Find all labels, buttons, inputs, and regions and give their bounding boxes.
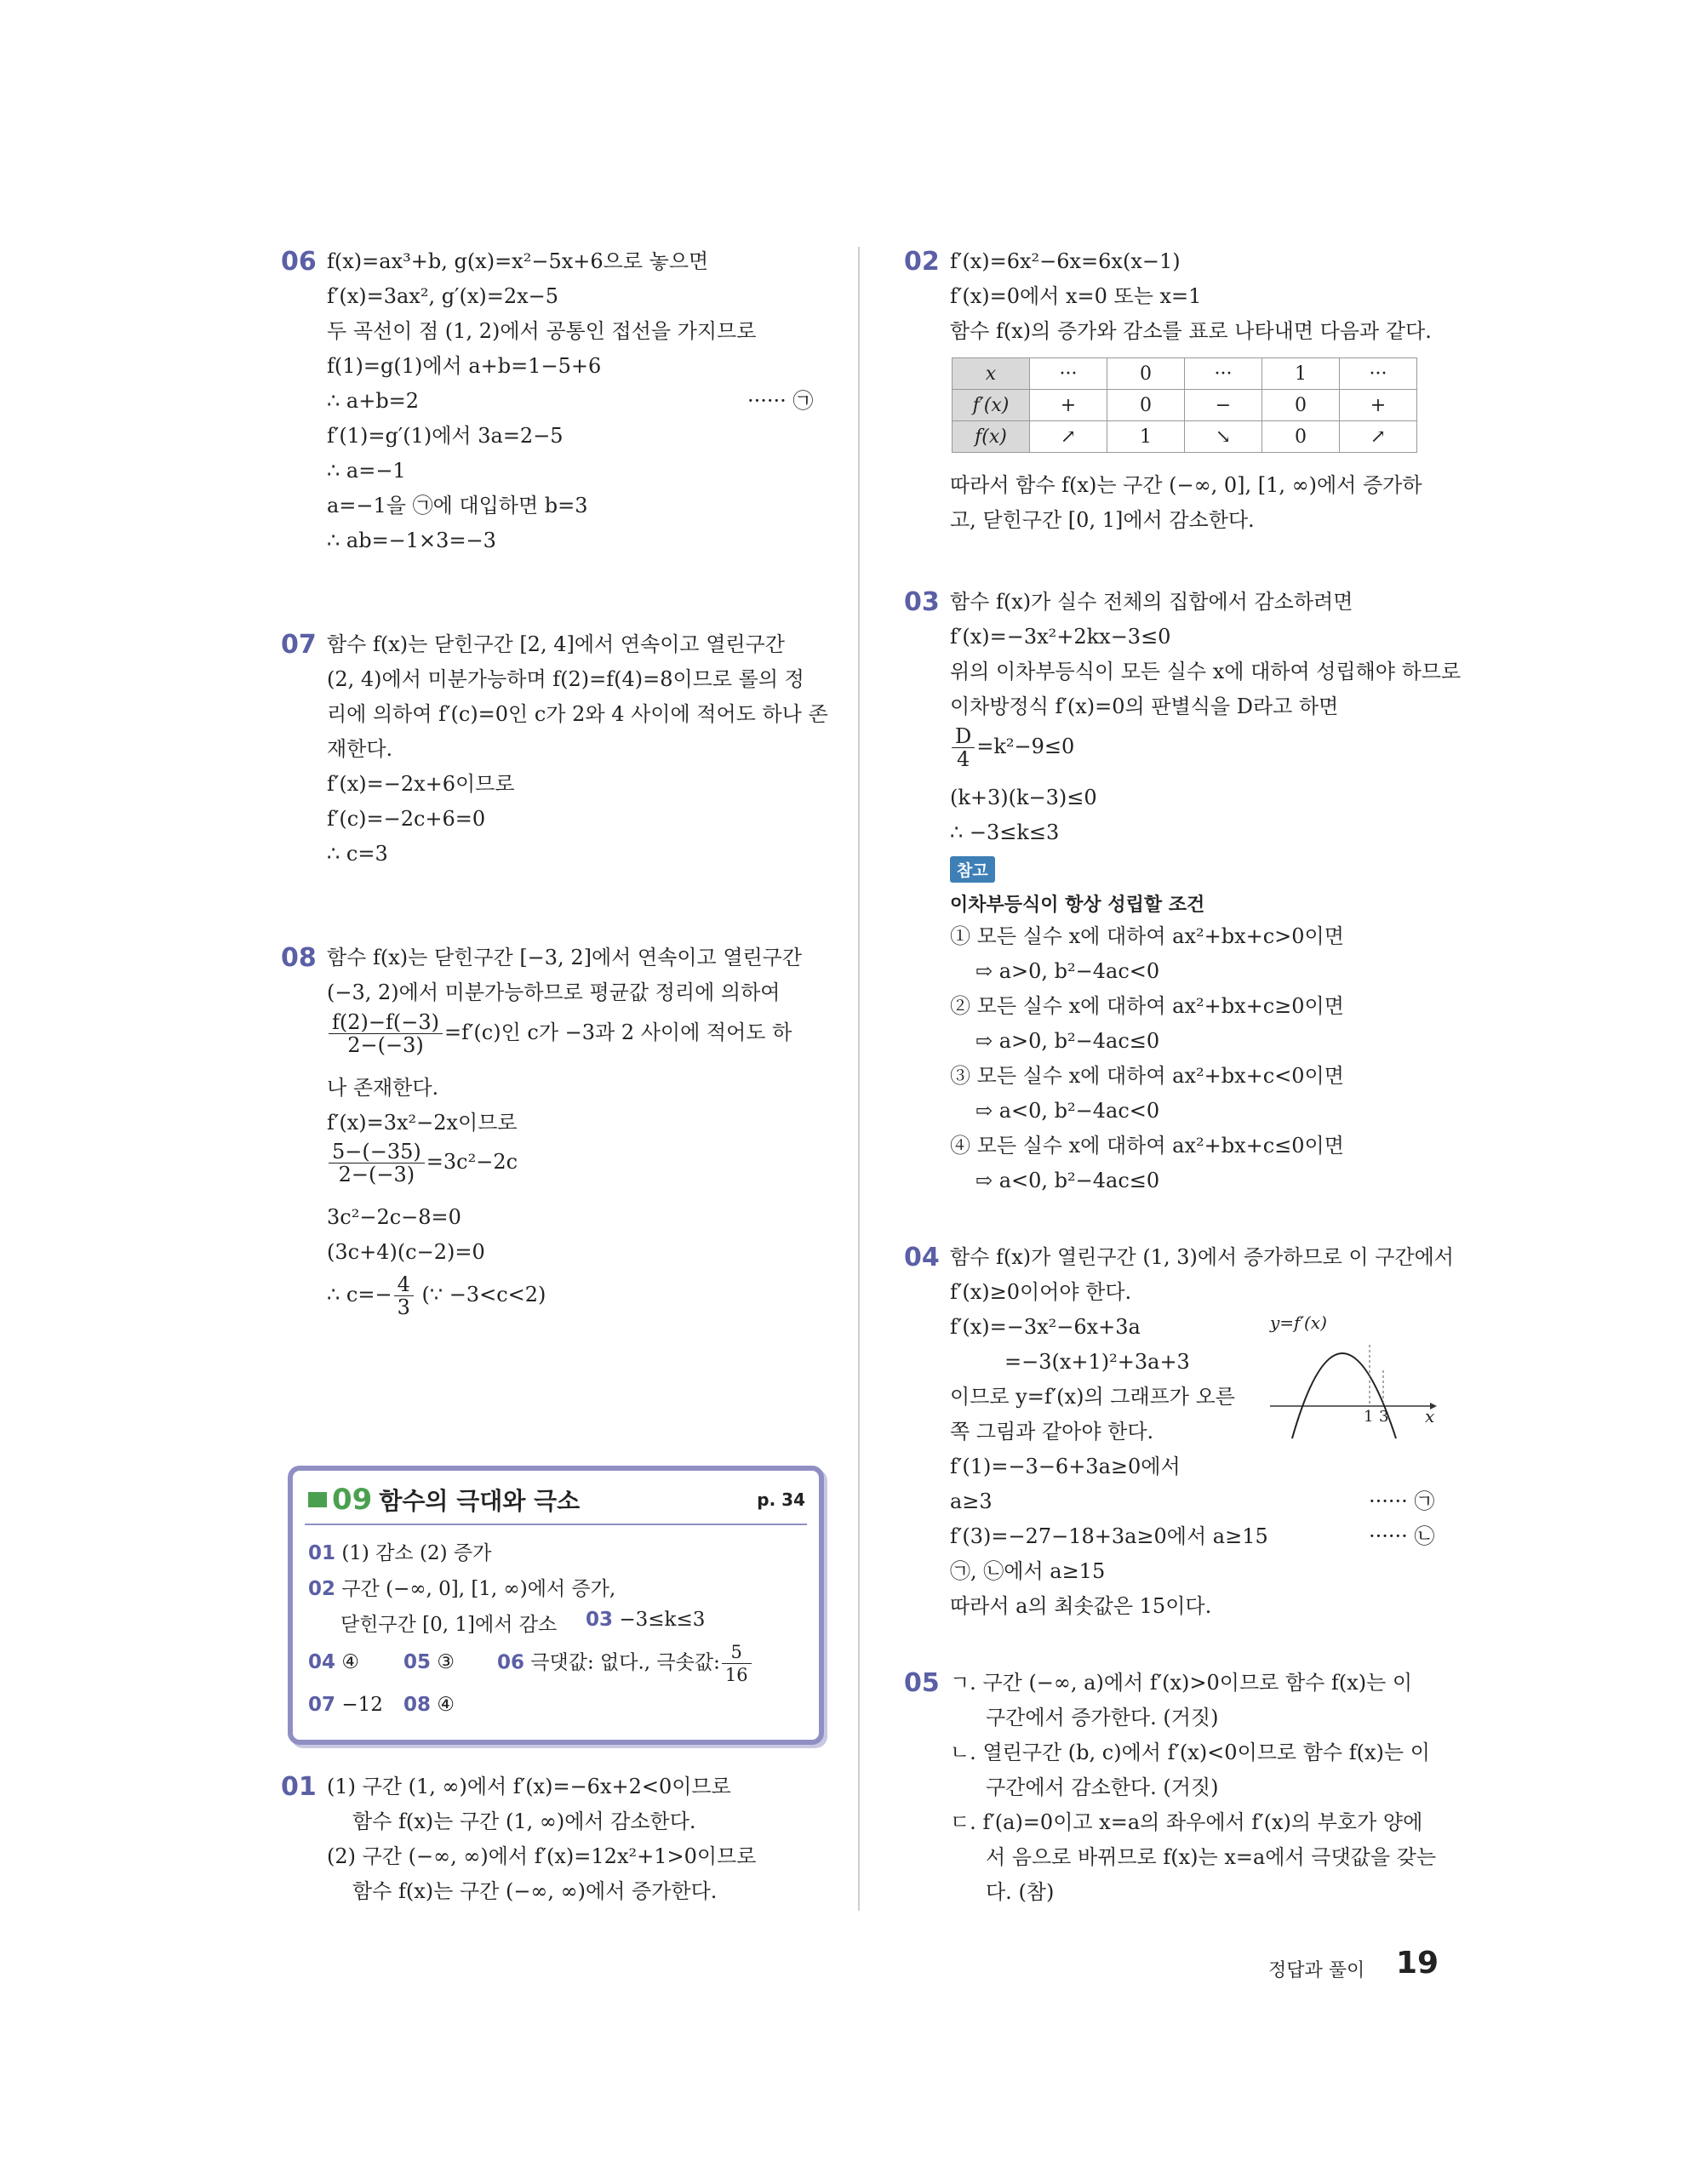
q08-after-fraction-2: =3c²−2c: [426, 1150, 518, 1174]
q08-line-4: f′(x)=3x²−2x이므로: [327, 1111, 518, 1135]
box-num-05: 05: [403, 1651, 432, 1673]
q06-line-1: f(x)=ax³+b, g(x)=x²−5x+6으로 놓으면: [327, 249, 709, 273]
note-line-5: ③ 모든 실수 x에 대하여 ax²+bx+c<0이면: [950, 1064, 1344, 1088]
q06-line-9: ∴ ab=−1×3=−3: [327, 529, 496, 552]
problem-number-03: 03: [904, 587, 940, 617]
q01-line-1: (1) 구간 (1, ∞)에서 f′(x)=−6x+2<0이므로: [327, 1775, 731, 1798]
problem-number-06: 06: [281, 247, 317, 277]
q01-line-4: 함수 f(x)는 구간 (−∞, ∞)에서 증가한다.: [352, 1879, 718, 1903]
q08-last-frac-denominator: 3: [397, 1295, 410, 1319]
q07-line-7: ∴ c=3: [327, 842, 388, 866]
q08-after-fraction-1: =f′(c)인 c가 −3과 2 사이에 적어도 하: [443, 1021, 792, 1044]
table-cell: 0: [1107, 390, 1185, 421]
q04-line-1: 함수 f(x)가 열린구간 (1, 3)에서 증가하므로 이 구간에서: [950, 1245, 1454, 1269]
table-row: [953, 390, 1417, 421]
table-cell: 0: [1262, 390, 1340, 421]
q06-line-8: a=−1을 ㉠에 대입하면 b=3: [327, 494, 588, 517]
q06-line-7: ∴ a=−1: [327, 459, 406, 483]
problem-number-08: 08: [281, 943, 317, 973]
table-cell: 0: [1262, 421, 1340, 453]
q04-line-4: =−3(x+1)²+3a+3: [1004, 1350, 1190, 1374]
q03-line-4: 이차방정식 f′(x)=0의 판별식을 D라고 하면: [950, 695, 1339, 718]
box-row-04: [308, 1651, 359, 1673]
box-num-07: 07: [308, 1694, 336, 1716]
box-row-02: [308, 1573, 615, 1601]
q02-after-1: 따라서 함수 f(x)는 구간 (−∞, 0], [1, ∞)에서 증가하: [950, 473, 1422, 497]
q05-line-7: 다. (참): [986, 1880, 1055, 1904]
table-cell: ···: [1185, 358, 1262, 390]
table-row: [953, 358, 1417, 390]
q06-line-6: f′(1)=g′(1)에서 3a=2−5: [327, 424, 564, 448]
table-cell: 1: [1107, 421, 1185, 453]
box-row-06: [497, 1641, 753, 1686]
q04-line-10: ㉠, ㉡에서 a≥15: [950, 1559, 1106, 1583]
q04-line-9: f′(3)=−27−18+3a≥0에서 a≥15: [950, 1524, 1268, 1548]
q03-fraction: [952, 725, 975, 770]
answer-summary-box: [288, 1466, 824, 1745]
q04-line-5: 이므로 y=f′(x)의 그래프가 오른: [950, 1385, 1235, 1409]
note-title: 이차부등식이 항상 성립할 조건: [950, 895, 1205, 916]
q08-last-frac-numerator: 4: [394, 1273, 414, 1296]
q01-line-3: (2) 구간 (−∞, ∞)에서 f′(x)=12x²+1>0이므로: [327, 1844, 757, 1868]
box-row-05: [403, 1651, 455, 1673]
note-line-2: ⇨ a>0, b²−4ac<0: [975, 959, 1160, 983]
q04-line-7: f′(1)=−3−6+3a≥0에서: [950, 1455, 1181, 1478]
box-section-number: 09: [332, 1483, 373, 1517]
q05-line-1: ㄱ. 구간 (−∞, a)에서 f′(x)>0이므로 함수 f(x)는 이: [950, 1671, 1413, 1695]
box-page-ref: p. 34: [757, 1489, 805, 1510]
table-cell: ↗: [1030, 421, 1107, 453]
table-cell: f(x): [953, 421, 1030, 453]
problem-number-01: 01: [281, 1772, 317, 1802]
q06-line-5: ∴ a+b=2: [327, 389, 420, 413]
q07-line-1: 함수 f(x)는 닫힌구간 [2, 4]에서 연속이고 열린구간: [327, 632, 785, 656]
q08-fraction-2: [329, 1141, 425, 1186]
q04-line-6: 쪽 그림과 같아야 한다.: [950, 1420, 1154, 1444]
q08-line-3: 나 존재한다.: [327, 1076, 439, 1100]
q07-line-2: (2, 4)에서 미분가능하며 f(2)=f(4)=8이므로 롤의 정: [327, 667, 804, 691]
q08-fraction-line-2: [327, 1141, 518, 1186]
graph-x-label: x: [1425, 1406, 1435, 1426]
q01-line-2: 함수 f(x)는 구간 (1, ∞)에서 감소한다.: [352, 1810, 696, 1833]
q08-fraction-line: [327, 1011, 792, 1056]
box-answer-04: ④: [341, 1651, 359, 1673]
sign-table: [952, 357, 1417, 453]
table-cell: ···: [1340, 358, 1417, 390]
q04-line-11: 따라서 a의 최솟값은 15이다.: [950, 1594, 1212, 1618]
box-row-03: [586, 1609, 705, 1631]
q04-line-2: f′(x)≥0이어야 한다.: [950, 1280, 1132, 1304]
box-frac-numerator: 5: [722, 1641, 752, 1664]
q05-line-3: ㄴ. 열린구간 (b, c)에서 f′(x)<0이므로 함수 f(x)는 이: [950, 1741, 1430, 1764]
box-answer-07: −12: [341, 1694, 383, 1716]
q08-line-5: 3c²−2c−8=0: [327, 1205, 461, 1229]
box-frac-denominator: 16: [724, 1665, 748, 1685]
table-cell: ↗: [1340, 421, 1417, 453]
note-line-1: ① 모든 실수 x에 대하여 ax²+bx+c>0이면: [950, 924, 1344, 948]
box-answer-02a: 구간 (−∞, 0], [1, ∞)에서 증가,: [341, 1578, 616, 1600]
graph-label: y=f′(x): [1270, 1312, 1327, 1333]
box-answer-01: (1) 감소 (2) 증가: [341, 1542, 492, 1564]
table-cell: ···: [1030, 358, 1107, 390]
q03-line-3: 위의 이차부등식이 모든 실수 x에 대하여 성립해야 하므로: [950, 660, 1462, 683]
box-title: [308, 1483, 580, 1517]
q08-last-line: [327, 1273, 546, 1318]
problem-number-07: 07: [281, 630, 317, 660]
q08-frac2-numerator: 5−(−35): [329, 1141, 425, 1163]
box-answer-05: ③: [437, 1651, 455, 1673]
graph-tick-1: 1: [1364, 1408, 1374, 1426]
q07-line-5: f′(x)=−2x+6이므로: [327, 772, 515, 796]
box-num-04: 04: [308, 1651, 336, 1673]
box-row-02b: 닫힌구간 [0, 1]에서 감소: [340, 1614, 558, 1636]
box-answer-08: ④: [437, 1694, 455, 1716]
graph-tick-3: 3: [1379, 1408, 1389, 1426]
q03-line-1: 함수 f(x)가 실수 전체의 집합에서 감소하려면: [950, 590, 1353, 614]
problem-number-05: 05: [904, 1668, 940, 1698]
box-num-06: 06: [497, 1651, 525, 1674]
box-row-08: [403, 1694, 455, 1716]
q08-frac1-denominator: 2−(−3): [347, 1033, 424, 1057]
q07-line-3: 리에 의하여 f′(c)=0인 c가 2와 4 사이에 적어도 하나 존: [327, 702, 828, 726]
q06-line-3: 두 곡선이 점 (1, 2)에서 공통인 접선을 가지므로: [327, 319, 757, 343]
table-cell: 1: [1262, 358, 1340, 390]
footer-label: 정답과 풀이: [1268, 1960, 1365, 1981]
note-line-3: ② 모든 실수 x에 대하여 ax²+bx+c≥0이면: [950, 994, 1344, 1018]
problem-number-02: 02: [904, 247, 940, 277]
table-cell: −: [1185, 390, 1262, 421]
table-cell: 0: [1107, 358, 1185, 390]
q08-fraction-1: [329, 1011, 443, 1056]
q06-line-2: f′(x)=3ax², g′(x)=2x−5: [327, 284, 559, 308]
q02-after-2: 고, 닫힌구간 [0, 1]에서 감소한다.: [950, 508, 1255, 532]
q08-line-1: 함수 f(x)는 닫힌구간 [−3, 2]에서 연속이고 열린구간: [327, 946, 803, 969]
q08-last-fraction: [394, 1273, 414, 1318]
q04-line-3: f′(x)=−3x²−6x+3a: [950, 1315, 1141, 1339]
q03-frac-denominator: 4: [956, 747, 970, 771]
q03-frac-numerator: D: [952, 725, 975, 748]
q02-line-1: f′(x)=6x²−6x=6x(x−1): [950, 249, 1181, 273]
box-num-02: 02: [308, 1578, 336, 1600]
q04-marker-2: ······ ㉡: [1369, 1524, 1435, 1548]
note-line-7: ④ 모든 실수 x에 대하여 ax²+bx+c≤0이면: [950, 1134, 1344, 1158]
table-cell: +: [1030, 390, 1107, 421]
q04-line-8: a≥3: [950, 1489, 993, 1513]
q05-line-2: 구간에서 증가한다. (거짓): [986, 1706, 1219, 1729]
box-answer-06: 극댓값: 없다., 극솟값:: [530, 1651, 720, 1674]
divider: [858, 247, 860, 1911]
box-num-03: 03: [586, 1609, 614, 1631]
q06-line-4: f(1)=g(1)에서 a+b=1−5+6: [327, 354, 602, 378]
q08-frac2-denominator: 2−(−3): [338, 1163, 415, 1186]
q08-last-post: (∵ −3<c<2): [415, 1283, 546, 1306]
q07-line-6: f′(c)=−2c+6=0: [327, 807, 486, 831]
parabola-graph: [1268, 1311, 1439, 1447]
table-cell: ↘: [1185, 421, 1262, 453]
table-cell: +: [1340, 390, 1417, 421]
table-row: [953, 421, 1417, 453]
table-cell: f′(x): [953, 390, 1030, 421]
box-num-01: 01: [308, 1542, 336, 1564]
box-section-title: 함수의 극대와 극소: [379, 1487, 581, 1515]
q03-line-5: (k+3)(k−3)≤0: [950, 786, 1097, 809]
q08-frac1-numerator: f(2)−f(−3): [329, 1011, 443, 1034]
table-cell: x: [953, 358, 1030, 390]
parabola-curve: [1292, 1353, 1396, 1438]
box-num-08: 08: [403, 1694, 432, 1716]
flag-icon: [308, 1492, 327, 1507]
q07-line-4: 재한다.: [327, 737, 393, 761]
q03-line-6: ∴ −3≤k≤3: [950, 820, 1060, 844]
q06-marker: ······ ㉠: [747, 389, 814, 413]
q03-line-2: f′(x)=−3x²+2kx−3≤0: [950, 625, 1171, 649]
page-number: 19: [1396, 1946, 1439, 1981]
q02-line-2: f′(x)=0에서 x=0 또는 x=1: [950, 284, 1202, 308]
box-row-01: [308, 1537, 491, 1565]
box-row-07: [308, 1694, 383, 1716]
q03-fraction-line: [950, 725, 1074, 770]
q08-line-6: (3c+4)(c−2)=0: [327, 1240, 485, 1264]
q08-last-pre: ∴ c=−: [327, 1283, 392, 1306]
q03-after-fraction: =k²−9≤0: [976, 735, 1075, 758]
q02-line-3: 함수 f(x)의 증가와 감소를 표로 나타내면 다음과 같다.: [950, 319, 1432, 343]
q05-line-6: 서 음으로 바뀌므로 f(x)는 x=a에서 극댓값을 갖는: [986, 1845, 1436, 1869]
q04-marker-1: ······ ㉠: [1369, 1489, 1435, 1513]
note-line-8: ⇨ a<0, b²−4ac≤0: [975, 1169, 1160, 1192]
q05-line-5: ㄷ. f′(a)=0이고 x=a의 좌우에서 f′(x)의 부호가 양에: [950, 1810, 1423, 1834]
problem-number-04: 04: [904, 1243, 940, 1272]
box-separator: [305, 1524, 807, 1525]
box-answer-06-fraction: [722, 1641, 752, 1686]
note-line-4: ⇨ a>0, b²−4ac≤0: [975, 1029, 1160, 1053]
note-line-6: ⇨ a<0, b²−4ac<0: [975, 1099, 1160, 1123]
q08-line-2: (−3, 2)에서 미분가능하므로 평균값 정리에 의하여: [327, 981, 781, 1004]
note-tag: 참고: [950, 856, 995, 883]
q05-line-4: 구간에서 감소한다. (거짓): [986, 1775, 1219, 1799]
box-answer-03: −3≤k≤3: [619, 1609, 706, 1631]
